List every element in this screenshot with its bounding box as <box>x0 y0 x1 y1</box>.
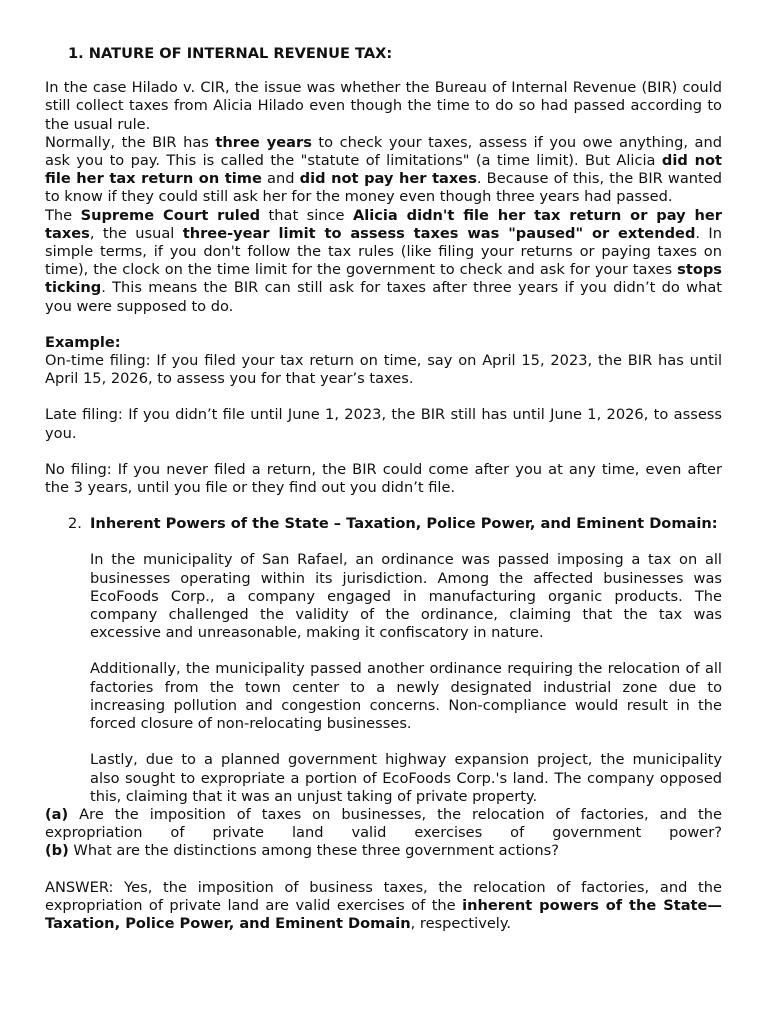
question-a-label: (a) <box>45 805 69 823</box>
section-2-paragraph-2: Additionally, the municipality passed another ordinance requiring the relocation of all factories from the town center to a newly designated industrial zone due to increasing pollution and congestion concerns. Non-compliance would result in the forced closure of non-relocating businesses. <box>90 660 722 733</box>
text-run: . In simple terms, if you don't follow the tax rules (like filing your returns or paying taxes on time), the clock on the time limit for the government to check and ask for your taxes <box>45 224 722 279</box>
text-run: Normally, the BIR has <box>45 133 216 151</box>
text-run: that since <box>260 206 353 224</box>
text-run: , the usual <box>89 224 183 242</box>
bold-run: Alicia didn't file her tax return or pay her taxes <box>45 206 722 242</box>
section-1-number: 1. <box>68 45 84 62</box>
bold-run: inherent powers of the State—Taxation, Police Power, and Eminent Domain <box>45 896 723 932</box>
text-run: to check your taxes, assess if you owe anything, and ask you to pay. This is called the "statute of limitations" (a time limit). But Alicia <box>45 133 722 170</box>
question-b <box>45 842 722 860</box>
bold-run: Supreme Court ruled <box>80 206 261 224</box>
section-1-heading <box>68 45 722 63</box>
question-b-label: (b) <box>45 842 69 860</box>
spacer <box>45 316 722 334</box>
spacer <box>45 497 722 515</box>
bold-run: three-year limit to assess taxes was "paused" or extended <box>182 224 696 242</box>
section-1-paragraph-2 <box>45 134 722 207</box>
section-1-paragraph-3 <box>45 207 722 316</box>
example-on-time-filing: On-time filing: If you filed your tax return on time, say on April 15, 2023, the BIR has until April 15, 2026, to assess you for that year’s taxes. <box>45 352 722 388</box>
spacer <box>90 642 722 660</box>
section-1-title: NATURE OF INTERNAL REVENUE TAX: <box>88 45 393 62</box>
section-2-heading <box>68 515 722 533</box>
text-run: The <box>45 206 81 224</box>
text-run: . This means the BIR can still ask for taxes after three years if you didn’t do what you were supposed to do. <box>45 279 722 315</box>
bold-run: did not file her tax return on time <box>45 152 723 188</box>
bold-run: Example: <box>45 333 121 351</box>
spacer <box>90 733 722 751</box>
answer-paragraph <box>45 879 722 934</box>
spacer <box>90 533 722 551</box>
question-b-text: What are the distinctions among these three government actions? <box>68 842 559 860</box>
text-run: ANSWER: Yes, the imposition of business taxes, the relocation of factories, and the expropriation of private land are valid exercises of the <box>45 878 722 914</box>
section-2 <box>68 515 722 806</box>
text-run: . Because of this, the BIR wanted to know if they could still ask her for the money even though three years had passed. <box>45 170 722 206</box>
bold-run: three years <box>215 133 312 151</box>
text-run: , respectively. <box>410 914 512 932</box>
section-2-paragraph-1: In the municipality of San Rafael, an ordinance was passed imposing a tax on all businesses operating within its jurisdiction. Among the affected businesses was EcoFoods Corp., a company engaged in manufacturing organic products. The company challenged the validity of the ordinance, claiming that the tax was excessive and unreasonable, making it confiscatory in nature. <box>90 551 722 642</box>
question-a-text: Are the imposition of taxes on businesses, the relocation of factories, and the expropriation of private land valid exercises of government power? <box>45 805 722 842</box>
example-label <box>45 334 722 352</box>
bold-run: stops ticking <box>45 261 722 297</box>
section-2-title: Inherent Powers of the State – Taxation, Police Power, and Eminent Domain: <box>90 515 718 533</box>
text-run: and <box>261 170 300 188</box>
question-a <box>45 806 722 842</box>
example-late-filing: Late filing: If you didn’t file until June 1, 2023, the BIR still has until June 1, 2026, to assess you. <box>45 406 722 442</box>
example-no-filing: No filing: If you never filed a return, the BIR could come after you at any time, even after the 3 years, until you file or they find out you didn’t file. <box>45 460 722 497</box>
section-2-number: 2. <box>68 515 82 533</box>
spacer <box>45 443 722 461</box>
section-1-paragraph-1: In the case Hilado v. CIR, the issue was whether the Bureau of Internal Revenue (BIR) could still collect taxes from Alicia Hilado even though the time to do so had passed according to the usual rule. <box>45 79 722 133</box>
section-2-paragraph-3: Lastly, due to a planned government highway expansion project, the municipality also sought to expropriate a portion of EcoFoods Corp.'s land. The company opposed this, claiming that it was an unjust taking of private property. <box>90 751 722 805</box>
bold-run: did not pay her taxes <box>299 170 477 188</box>
spacer <box>45 388 722 406</box>
spacer <box>45 861 722 879</box>
